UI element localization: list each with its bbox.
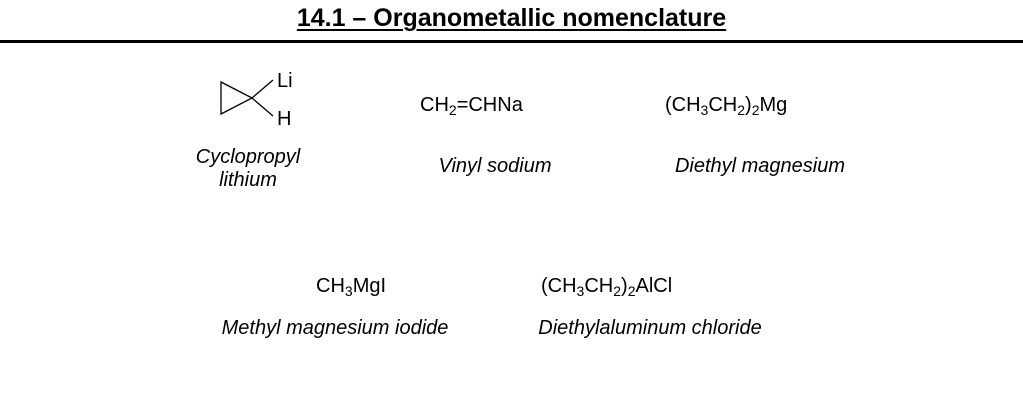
cyclopropyl-structure	[215, 78, 277, 120]
formula-diethyl-magnesium: $(CH_3CH_2)_2Mg$	[665, 94, 788, 118]
slide-title: 14.1 – Organometallic nomenclature	[296, 4, 727, 32]
formula-diethylaluminum-chloride: $(CH_3CH_2)_2AlCl$	[541, 275, 673, 299]
lithium-atom-label: Li	[277, 70, 293, 92]
compound-name-methyl-magnesium-iodide: Methyl magnesium iodide	[221, 317, 449, 339]
title-divider	[0, 40, 1023, 43]
compound-name-diethylaluminum-chloride: Diethylaluminum chloride	[538, 317, 762, 339]
hydrogen-atom-label: H	[277, 108, 292, 130]
substituent-bonds	[252, 80, 273, 116]
compound-name-vinyl-sodium: Vinyl sodium	[438, 155, 552, 177]
formula-methyl-magnesium-iodide: $CH_3MgI$	[316, 275, 387, 299]
compound-name-cyclopropyl-lithium: Cyclopropyl lithium	[195, 146, 301, 191]
formula-vinyl-sodium: $CH_2=CHNa$	[420, 94, 523, 118]
compound-name-diethyl-magnesium: Diethyl magnesium	[674, 155, 846, 177]
cyclopropane-ring	[221, 82, 252, 114]
